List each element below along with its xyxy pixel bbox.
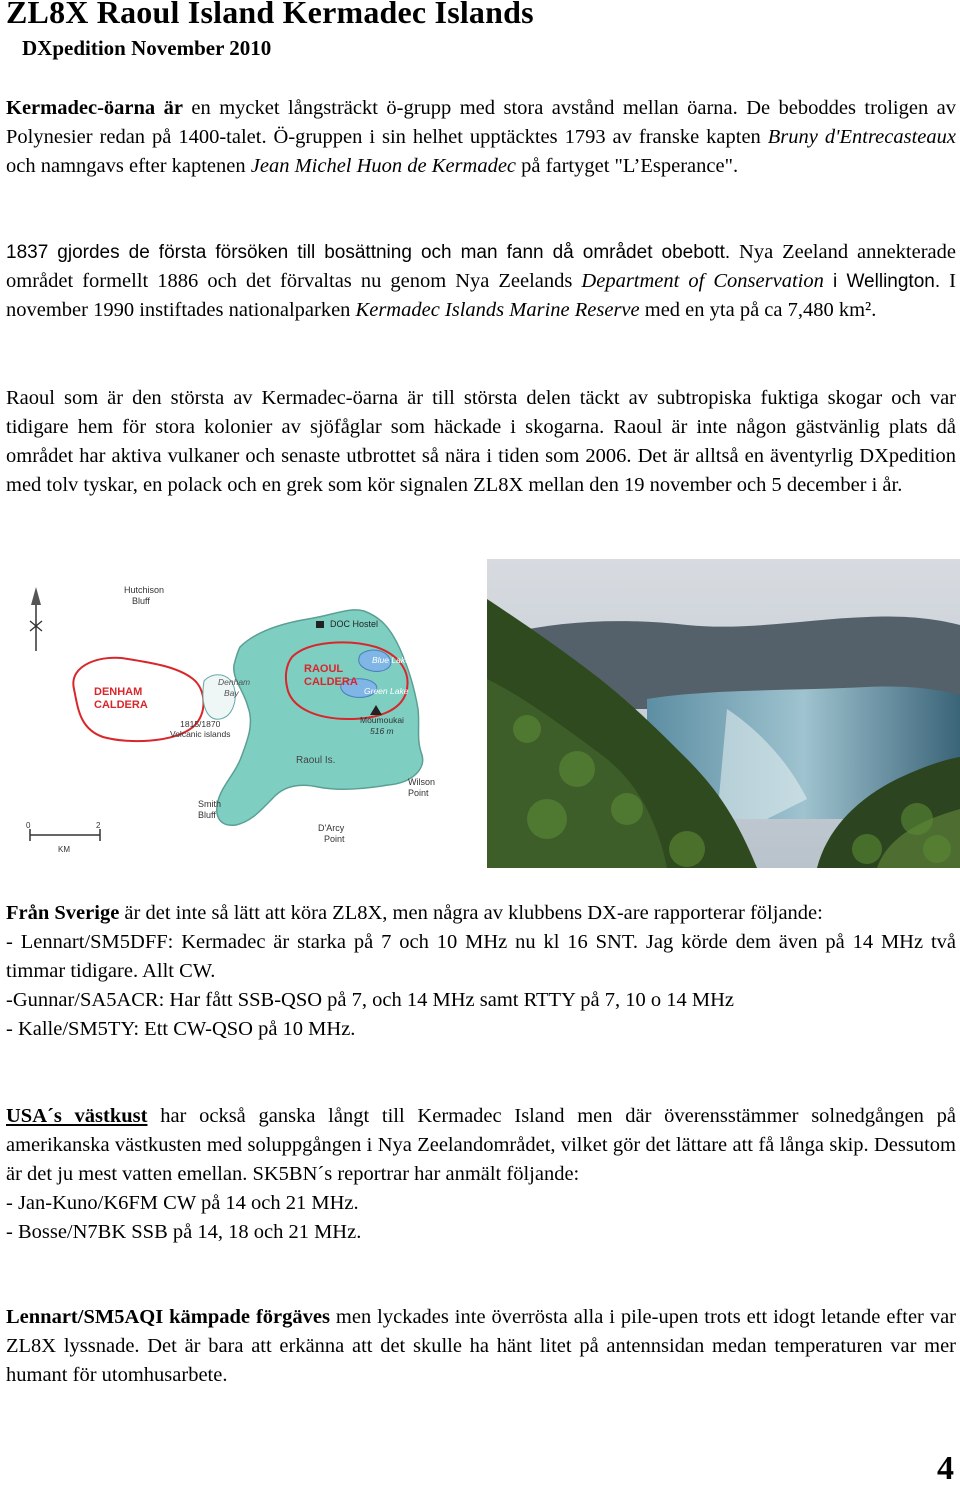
captain-name: Jean Michel Huon de Kermadec [250,155,517,177]
paragraph-text: på fartyget "L’Esperance". [516,155,739,177]
label-line: 516 m [370,726,394,736]
label-raoul-caldera [304,663,358,689]
label-green-lake: Green Lake [364,686,409,696]
label-line: Wilson [408,777,436,787]
label-raoul-is: Raoul Is. [296,755,336,766]
label-volcanic-islands [170,719,230,739]
label-line: CALDERA [94,699,148,711]
page-title: ZL8X Raoul Island Kermadec Islands [6,0,534,30]
label-denham-bay [218,677,250,699]
label-wilson-point [408,777,435,799]
label-line: Point [408,788,429,798]
paragraph-text: i Wellington. [823,271,941,292]
report-line: - Jan-Kuno/K6FM CW på 14 och 21 MHz. [6,1192,359,1214]
paragraph-lead: Kermadec-öarna är [6,97,183,119]
coastline-photo [487,559,960,868]
page-number: 4 [937,1450,954,1487]
label-smith-bluff [198,799,221,821]
explorer-name: Bruny d'Entrecasteaux [767,126,956,148]
label-scale-unit: KM [58,845,70,854]
label-scale-2: 2 [96,821,101,830]
raoul-island-map [8,559,450,865]
label-line: DENHAM [94,686,143,698]
paragraph-text: är det inte så lätt att köra ZL8X, men några av klubbens DX-are rapporterar följande: [119,902,823,924]
page-subtitle: DXpedition November 2010 [22,36,272,60]
paragraph-text: med en yta på ca 7,480 km². [639,299,877,321]
photo-illustration [487,559,960,868]
label-line: RAOUL [304,663,344,675]
paragraph-text: men lyckades inte överrösta alla i pile-upen trots ett idogt letande efter var ZL8X lyssnade. Det är bara att erkänna att det skulle ha hänt litet på antennsidan medan temperaturen var mer humant för utomhusarbete. [6,1306,956,1386]
label-line: Bay [224,688,239,698]
label-line: Moumoukai [360,715,404,725]
label-blue-lake: Blue Lake [372,655,410,665]
paragraph-usa [6,1102,956,1247]
paragraph-text: I november 1990 instiftades nationalparken [6,270,956,321]
paragraph-sm5aqi [6,1303,956,1390]
label-line: Smith [198,799,222,809]
label-line: Bluff [198,810,216,820]
north-arrow-icon [30,587,42,651]
report-line: -Gunnar/SA5ACR: Har fått SSB-QSO på 7, och 14 MHz samt RTTY på 7, 10 o 14 MHz [6,989,734,1011]
hostel-marker [316,621,324,628]
paragraph-text: en mycket långsträckt ö-grupp med stora avstånd mellan öarna. De beboddes troligen av Polynesier redan på 1400-talet. Ö-gruppen i sin helhet upptäcktes 1793 av franske kapten [6,97,956,148]
paragraph-text: har också ganska långt till Kermadec Island men där överensstämmer solnedgången på amerikanska västkusten med soluppgången i Nya Zeelandområdet, vilket gör det lättare att få långa skip. Dessutom är det ju mest vatten emellan. SK5BN´s reportrar har anmält följande: [6,1105,957,1185]
label-line: Hutchison [124,585,165,595]
label-moumoukai [360,715,404,737]
paragraph-lead: Från Sverige [6,902,120,924]
paragraph-settlement [6,238,956,325]
report-line: - Kalle/SM5TY: Ett CW-QSO på 10 MHz. [6,1018,356,1040]
department-name: Department of Conservation [581,270,824,292]
paragraph-lead: Lennart/SM5AQI kämpade förgäves [6,1306,330,1328]
label-darcy-point [318,823,345,845]
label-scale-0: 0 [26,821,31,830]
report-line: - Bosse/N7BK SSB på 14, 18 och 21 MHz. [6,1221,362,1243]
paragraph-text: och namngavs efter kaptenen [6,155,251,177]
reserve-name: Kermadec Islands Marine Reserve [355,299,640,321]
label-hutchison-bluff [124,585,164,607]
label-line: Point [324,834,345,844]
label-line: Denham [218,677,251,687]
label-line: D'Arcy [318,823,345,833]
label-doc-hostel: DOC Hostel [330,619,379,629]
label-denham-caldera [94,686,148,712]
paragraph-raoul: Raoul som är den största av Kermadec-öarna är till största delen täckt av subtropiska fuktiga skogar och var tidigare hem för stora kolonier av sjöfåglar som häckade i skogarna. Raoul är inte någon gästvänlig plats då området har aktiva vulkaner och senaste utbrottet så nära i tiden som 2006. Det är alltså en äventyrlig DXpedition med tolv tyskar, en polack och en grek som kör signalen ZL8X mellan den 19 november och 5 december i år. [6,387,956,496]
label-line: 1815/1870 [180,719,221,729]
label-line: Volcanic islands [170,729,231,739]
report-line: - Lennart/SM5DFF: Kermadec är starka på 7 och 10 MHz nu kl 16 SNT. Jag körde dem även på 14 MHz två timmar tidigare. Allt CW. [6,931,956,982]
paragraph-lead: USA´s västkust [6,1105,148,1127]
scale-bar [30,829,100,841]
paragraph-sweden [6,899,956,1044]
label-line: CALDERA [304,676,358,688]
paragraph-history [6,94,956,181]
label-line: Bluff [132,596,150,606]
map-illustration [8,559,450,865]
paragraph-text: Nya Zeeland annekterade området formellt 1886 och det förvaltas nu genom Nya Zeelands [6,241,956,292]
paragraph-text: 1837 gjordes de första försöken till bosättning och man fann då området obebott. [6,242,731,263]
